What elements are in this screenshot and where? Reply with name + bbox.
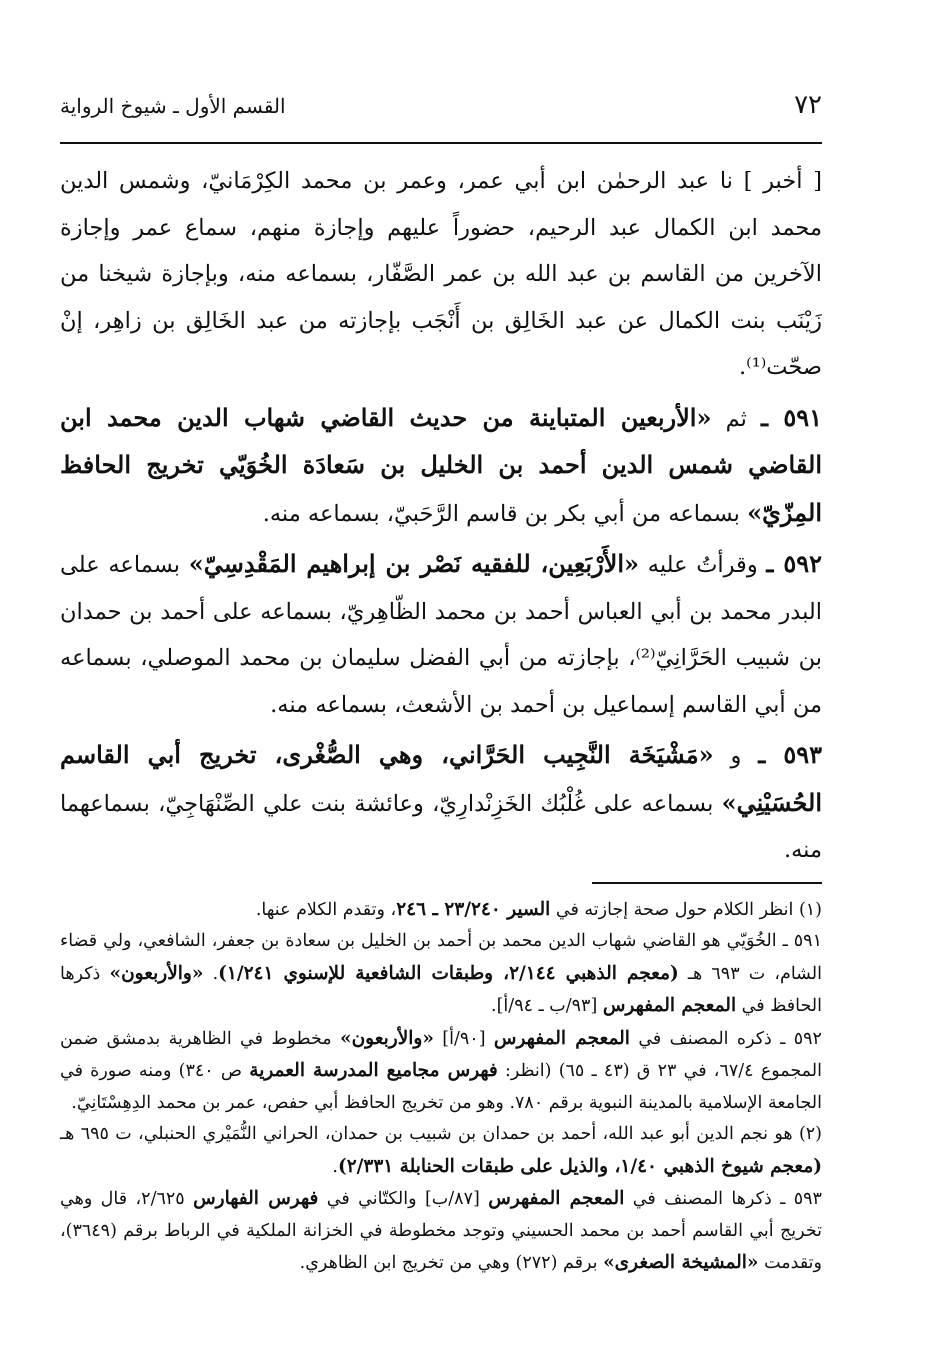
entry-title: «الأربعين المتباينة من حديث القاضي شهاب الدين محمد ابن القاضي شمس الدين أحمد بن الخليل بن سَعادَة الخُوَيّي تخريج الحافظ المِزّيّ» (60, 402, 822, 527)
footnote-citation: المعجم المفهرس (602, 995, 737, 1016)
footnote-text: [٩٠/أ] (442, 1028, 486, 1049)
entry-number: ٥٩٣ ـ (758, 740, 822, 769)
footnote-text: . (212, 963, 219, 984)
entry-text: بسماعه من أبي بكر بن قاسم الرَّحَبيّ، بسماعه منه. (262, 500, 740, 527)
footnote-text: انظر الكلام حول صحة إجازته في (555, 899, 794, 920)
footnote-2 (60, 1119, 822, 1183)
entry-number: ٥٩٢ ـ (766, 549, 823, 578)
entry-lead: و (730, 743, 742, 769)
running-title: القسم الأول ـ شيوخ الرواية (60, 94, 286, 118)
footnote-citation: فهرس مجاميع المدرسة العمرية (249, 1060, 498, 1081)
paragraph-continuation: [ أخبر ] نا عبد الرحمٰن ابن أبي عمر، وعمر بن محمد الكِرْمَانيّ، وشمس الدين محمد ابن الكمال عبد الرحيم، حضوراً عليهم وإجازة منهم، سماع عمر وإجازة الآخرين من القاسم بن عبد الله بن عمر الصَّفّار، بسماعه منه، وبإجازة شيخنا من زَيْنَب بنت الكمال عن عبد الخَالِق بن أَنْجَب بإجازته من عبد الخَالِق بن زاهِر، إنْ صحّت⁽¹⁾. (60, 168, 822, 380)
footnote-rule (592, 882, 822, 884)
entry-lead: وقرأتُ عليه (647, 552, 758, 578)
footnote-citation: «والأربعون» (109, 962, 204, 984)
footnote-text: [٩٣/ب ـ ٩٤/أ]. (491, 996, 598, 1016)
footnote-591 (60, 926, 822, 1023)
footnote-text: مخطوط في الظاهرية بدمشق ضمن المجموع ٦٧/٤، في ٢٣ ق (٤٣ ـ ٦٥) (انظر: (60, 1028, 822, 1081)
footnote-593 (60, 1183, 822, 1280)
footnote-1 (60, 894, 822, 927)
page-number: ٧٢ (794, 90, 822, 120)
entry-lead: ثم (725, 405, 747, 432)
entry-591 (60, 395, 822, 538)
page-header (60, 80, 822, 140)
footnote-text: . (332, 1156, 338, 1177)
footnote-citation: المعجم المفهرس (488, 1188, 625, 1209)
footnote-text: ٢/٦٢٥، قال وهي تخريج أبي القاسم أحمد بن محمد الحسيني وتوجد مخطوطة في الخزانة الملكية في الرباط برقم (٣٦٤٩)، وتقدمت (60, 1189, 822, 1273)
entry-title: «مَشْيَخَة النَّجِيب الحَرَّاني، وهي الصُّغْرى، تخريج أبي القاسم الحُسَيْنِي» (60, 740, 822, 817)
footnote-citation: «المشيخة الصغرى» (603, 1252, 759, 1273)
footnote-marker: ٥٩٣ ـ (780, 1189, 822, 1209)
main-text (60, 158, 822, 874)
entry-title: «الأَرْبَعِين، للفقيه نَصْر بن إبراهيم المَقْدِسِيّ» (188, 549, 640, 578)
entry-593 (60, 732, 822, 874)
footnote-citation: فهرس الفهارس (193, 1188, 319, 1209)
footnote-text: هو نجم الدين أبو عبد الله، أحمد بن حمدان بن شبيب بن حمدان، الحراني النُّمَيْري الحنبلي، ت ٦٩٥ هـ (60, 1124, 793, 1144)
header-rule (60, 142, 822, 144)
footnote-citation: السير ٢٣/٢٤٠ ـ ٢٤٦ (396, 898, 551, 920)
footnotes (60, 894, 822, 1280)
footnote-citation: «والأربعون» (340, 1027, 434, 1049)
entry-592 (60, 541, 822, 728)
footnote-text: ، وتقدم الكلام عنها. (255, 899, 397, 920)
entry-text: بسماعه على البدر محمد بن أبي العباس أحمد بن محمد الظّاهِريّ، بسماعه على أحمد بن حمدان بن شبيب الحَرَّانِيّ⁽²⁾، بإجازته من أبي الفضل سليمان بن محمد الموصلي، بسماعه من أبي القاسم إسماعيل بن أحمد بن الأشعث، بسماعه منه. (60, 552, 822, 718)
footnote-text: الخُوَيّي هو القاضي شهاب الدين محمد بن أحمد بن الخليل بن سعادة بن جعفر، الشافعي، ولي قضاء الشام، ت ٦٩٣ هـ (60, 931, 822, 984)
footnote-text: [٨٧/ب] والكتّاني في (326, 1189, 480, 1209)
footnote-citation: (معجم شيوخ الذهبي ١/٤٠، والذيل على طبقات الحنابلة ٢/٣٣١) (337, 1155, 822, 1177)
footnote-text: ص ٣٤٠) ومنه صورة في الجامعة الإسلامية بالمدينة النبوية برقم ٧٨٠. وهو من تخريج الحافظ أبي حفص، عمر بن محمد الدِهِسْتَانِيّ. (60, 1061, 822, 1113)
footnote-marker: ٥٩١ ـ (782, 931, 822, 951)
entry-number: ٥٩١ ـ (760, 402, 823, 432)
footnote-text: ذكرها الحافظ في (60, 963, 822, 1016)
footnote-citation: (معجم الذهبي ٢/١٤٤، وطبقات الشافعية للإسنوي ١/٢٤١) (218, 962, 679, 984)
footnote-marker: ٥٩٢ ـ (780, 1028, 822, 1049)
footnote-text: ذكرها المصنف في (632, 1189, 772, 1209)
footnote-marker: (٢) (798, 1124, 822, 1144)
footnote-592 (60, 1023, 822, 1120)
footnote-text: ذكره المصنف في (638, 1028, 772, 1049)
footnote-text: برقم (٢٧٢) وهي من تخريج ابن الظاهري. (299, 1253, 598, 1273)
entry-text: بسماعه على غُلْبُك الخَزِنْدارِيّ، وعائشة بنت علي الصِّنْهَاجِيّ، بسماعهما منه. (60, 790, 822, 863)
footnote-marker: (١) (798, 899, 822, 920)
book-page (60, 80, 822, 1280)
footnote-citation: المعجم المفهرس (493, 1027, 630, 1049)
